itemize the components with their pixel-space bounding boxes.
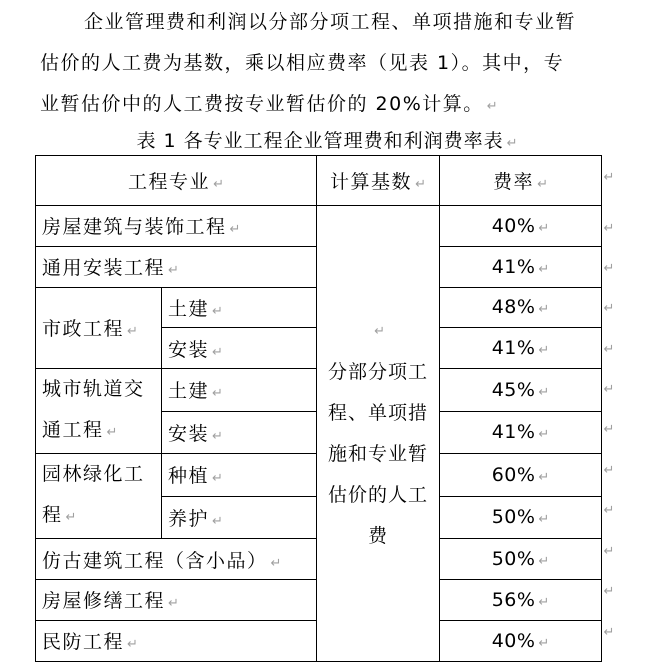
rate-cell: 41% ↵ [440,246,602,287]
paragraph-line-3: 业暂估价中的人工费按专业暂估价的 20%计算。 [40,93,484,115]
paragraph-line-2: 估价的人工费为基数，乘以相应费率（见表 1）。其中，专 [40,52,565,74]
sub-specialty-cell: 安装 ↵ [162,328,317,369]
header-rate: 费率 ↵ [440,156,602,206]
row-end-mark-icon: ↵ [603,342,615,357]
row-end-mark-icon: ↵ [603,625,615,640]
specialty-cell: 仿古建筑工程（含小品） ↵ [36,539,317,580]
sub-specialty-cell: 安装 ↵ [162,411,317,454]
table-row [36,206,602,247]
specialty-cell: 房屋修缮工程 ↵ [36,579,317,620]
group-cell: 园林绿化工程 ↵ [36,454,162,539]
paragraph-mark-icon: ↵ [486,99,498,114]
table-caption: 表 1 各专业工程企业管理费和利润费率表 ↵ [136,130,518,152]
row-end-mark-icon: ↵ [603,503,615,518]
rate-cell: 56% ↵ [440,579,602,620]
rate-cell: 45% ↵ [440,369,602,412]
paragraph-line-1: 企业管理费和利润以分部分项工程、单项措施和专业暂 [84,11,577,33]
sub-specialty-cell: 土建 ↵ [162,369,317,412]
paragraph-mark-icon: ↵ [506,136,518,151]
rate-cell: 50% ↵ [440,496,602,539]
rate-cell: 48% ↵ [440,287,602,328]
calc-base-cell: ↵ 分部分项工程、单项措施和专业暂估价的人工费 [317,206,440,662]
rate-cell: 50% ↵ [440,539,602,580]
specialty-cell: 房屋建筑与装饰工程 ↵ [36,206,317,247]
row-end-mark-icon: ↵ [603,544,615,559]
row-end-mark-icon: ↵ [603,301,615,316]
sub-specialty-cell: 种植 ↵ [162,454,317,497]
row-end-mark-icon: ↵ [603,382,615,397]
row-end-mark-icon: ↵ [603,584,615,599]
header-specialty: 工程专业 ↵ [36,156,317,206]
row-end-mark-icon: ↵ [603,170,615,185]
rate-cell: 60% ↵ [440,454,602,497]
rate-cell: 40% ↵ [440,620,602,661]
rate-table [35,155,602,662]
table-header-row [36,156,602,206]
rate-cell: 41% ↵ [440,411,602,454]
rate-cell: 41% ↵ [440,328,602,369]
specialty-cell: 民防工程 ↵ [36,620,317,661]
intro-paragraph [40,2,612,127]
group-cell: 市政工程 ↵ [36,287,162,369]
sub-specialty-cell: 土建 ↵ [162,287,317,328]
rate-cell: 40% ↵ [440,206,602,247]
row-end-mark-icon: ↵ [603,463,615,478]
row-end-mark-icon: ↵ [603,422,615,437]
group-cell: 城市轨道交通工程 ↵ [36,369,162,454]
row-end-mark-icon: ↵ [603,261,615,276]
specialty-cell: 通用安装工程 ↵ [36,246,317,287]
sub-specialty-cell: 养护 ↵ [162,496,317,539]
header-calc-base: 计算基数 ↵ [317,156,440,206]
row-end-mark-icon: ↵ [603,221,615,236]
